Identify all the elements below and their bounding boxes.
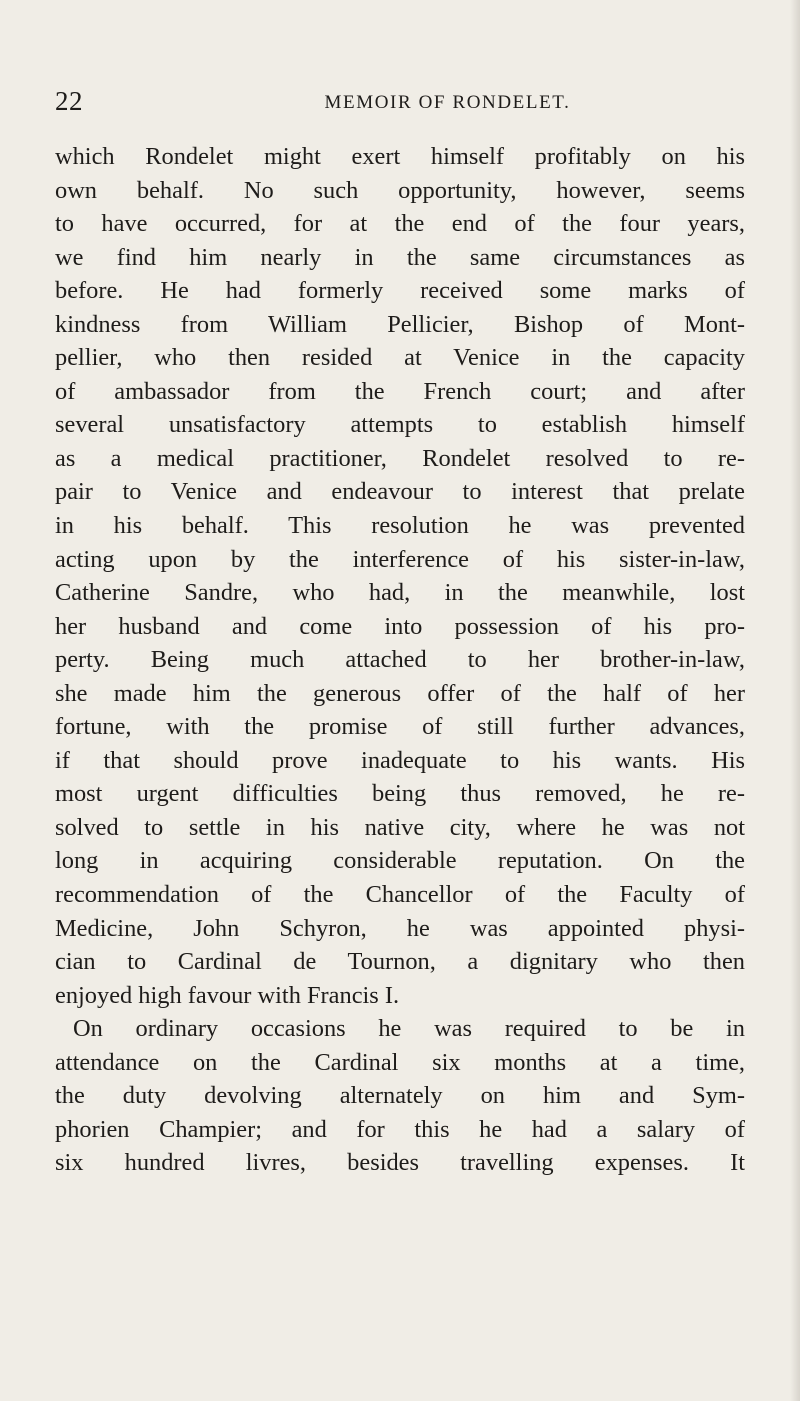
text-line: own behalf. No such opportunity, however, seems [55, 176, 745, 204]
page-edge-shadow [790, 0, 800, 1401]
text-line: before. He had formerly received some marks of [55, 277, 745, 305]
running-head [55, 86, 745, 116]
text-line: phorien Champier; and for this he had a salary of [55, 1115, 745, 1143]
text-line: to have occurred, for at the end of the four years, [55, 210, 745, 238]
text-line: her husband and come into possession of his pro- [55, 612, 745, 640]
running-title: MEMOIR OF RONDELET. [324, 92, 571, 113]
text-line: she made him the generous offer of the half of her [55, 679, 745, 707]
text-line: which Rondelet might exert himself profitably on his [55, 143, 745, 170]
text-line: solved to settle in his native city, where he was not [55, 813, 745, 841]
text-line: most urgent difficulties being thus removed, he re- [55, 780, 745, 808]
text-line: Catherine Sandre, who had, in the meanwhile, lost [55, 579, 745, 607]
text-line: six hundred livres, besides travelling expenses. It [55, 1149, 745, 1177]
text-line: enjoyed high favour with Francis I. [55, 981, 400, 1009]
text-line: in his behalf. This resolution he was prevented [55, 512, 745, 540]
text-line: as a medical practitioner, Rondelet resolved to re- [55, 444, 745, 472]
paragraph-start-line: On ordinary occasions he was required to be in [73, 1015, 745, 1043]
body-text [55, 140, 745, 1180]
text-line: acting upon by the interference of his sister-in-law, [55, 545, 745, 573]
text-line: pellier, who then resided at Venice in the capacity [55, 344, 745, 372]
text-line: cian to Cardinal de Tournon, a dignitary who then [55, 948, 745, 976]
text-line: recommendation of the Chancellor of the Faculty of [55, 881, 745, 909]
page-number: 22 [55, 86, 83, 116]
text-line: kindness from William Pellicier, Bishop of Mont- [55, 310, 745, 338]
text-line: perty. Being much attached to her brother-in-law, [55, 646, 745, 674]
text-line: long in acquiring considerable reputation. On the [55, 847, 745, 875]
text-line: several unsatisfactory attempts to establish himself [55, 411, 745, 439]
text-line: of ambassador from the French court; and after [55, 377, 745, 405]
text-line: fortune, with the promise of still further advances, [55, 713, 745, 741]
text-line: we find him nearly in the same circumstances as [55, 243, 745, 271]
text-line: attendance on the Cardinal six months at a time, [55, 1048, 745, 1076]
text-line: the duty devolving alternately on him and Sym- [55, 1082, 745, 1110]
text-line: if that should prove inadequate to his wants. His [55, 746, 745, 774]
text-line: Medicine, John Schyron, he was appointed physi- [55, 914, 745, 942]
text-line: pair to Venice and endeavour to interest that prelate [55, 478, 745, 506]
